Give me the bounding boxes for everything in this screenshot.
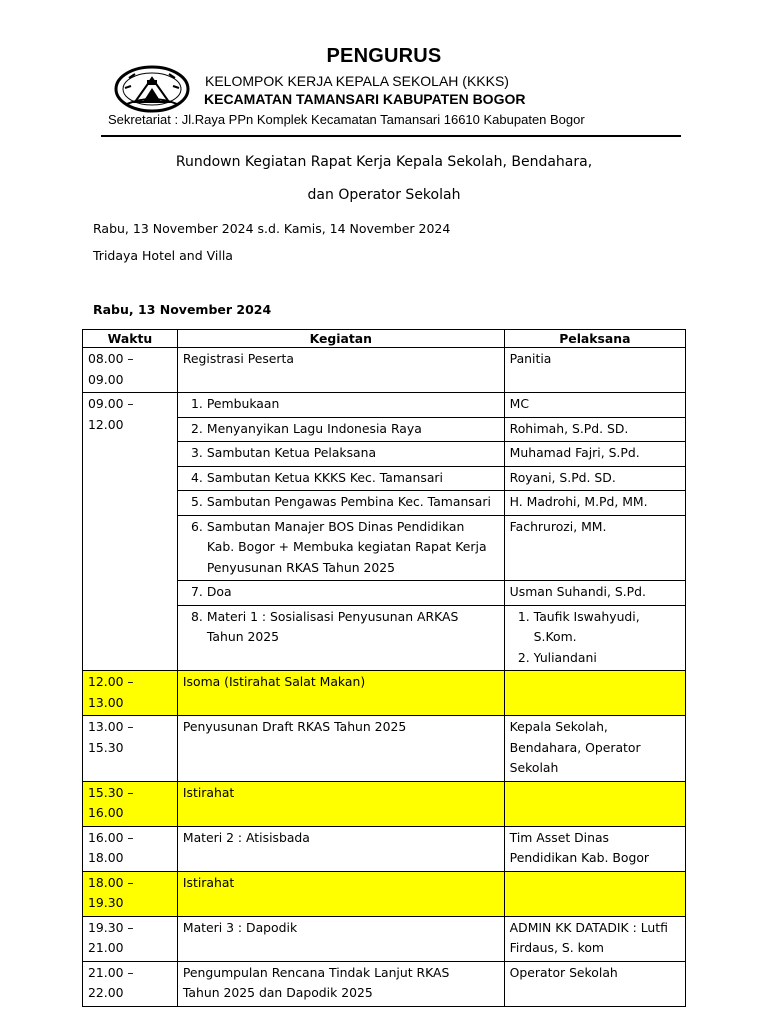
executor-cell: Muhamad Fajri, S.Pd. <box>504 442 685 467</box>
executor-cell: Panitia <box>504 348 685 393</box>
letterhead-title: PENGURUS <box>326 45 442 67</box>
executor-text: Taufik Iswahyudi, <box>533 608 640 624</box>
activity-cell <box>177 605 504 671</box>
executor-cell: H. Madrohi, M.Pd, MM. <box>504 491 685 516</box>
activity-text: Sambutan Ketua KKKS Kec. Tamansari <box>206 469 443 485</box>
table-row-highlighted <box>83 671 686 716</box>
region-name: KECAMATAN TAMANSARI KABUPATEN BOGOR <box>204 91 526 107</box>
executor-cell <box>504 716 685 782</box>
document-title-line2: dan Operator Sekolah <box>307 187 461 203</box>
executor-text: Kepala Sekolah, <box>509 719 608 734</box>
executor-cell: Usman Suhandi, S.Pd. <box>504 581 685 606</box>
time-cell: 18.00 – 19.30 <box>83 871 178 916</box>
executor-text-continued: Sekolah <box>509 760 559 775</box>
activity-cell <box>177 581 504 606</box>
header-pelaksana: Pelaksana <box>504 330 685 348</box>
item-number: 1. <box>517 608 530 624</box>
activity-cell <box>177 442 504 467</box>
table-row <box>83 916 686 961</box>
activity-cell: Materi 2 : Atisisbada <box>177 826 504 871</box>
executor-cell <box>504 671 685 716</box>
header-waktu: Waktu <box>83 330 178 348</box>
activity-text: Pengumpulan Rencana Tindak Lanjut RKAS <box>182 964 450 980</box>
executor-text-continued: Bendahara, Operator <box>509 739 641 755</box>
activity-text-continued: Tahun 2025 dan Dapodik 2025 <box>182 985 373 1000</box>
activity-text: Doa <box>206 584 232 599</box>
time-cell: 08.00 – 09.00 <box>83 348 178 393</box>
item-number: 3. <box>191 445 203 460</box>
activity-text-continued: Kab. Bogor + Membuka kegiatan Rapat Kerja <box>206 539 487 554</box>
table-row-highlighted <box>83 781 686 826</box>
table-row <box>83 961 686 1006</box>
item-number: 5. <box>191 494 203 509</box>
executor-cell <box>504 781 685 826</box>
table-row <box>83 393 686 418</box>
executor-text: ADMIN KK DATADIK : Lutfi <box>509 919 668 935</box>
event-venue: Tridaya Hotel and Villa <box>93 248 233 263</box>
time-cell: 21.00 – 22.00 <box>83 961 178 1006</box>
activity-cell <box>177 491 504 516</box>
executor-cell <box>504 605 685 671</box>
letterhead <box>0 0 768 140</box>
activity-cell: Istirahat <box>177 871 504 916</box>
time-cell: 19.30 – 21.00 <box>83 916 178 961</box>
table-row <box>83 716 686 782</box>
executor-text-continued: Pendidikan Kab. Bogor <box>509 850 649 865</box>
activity-text: Materi 1 : Sosialisasi Penyusunan ARKAS <box>206 608 459 624</box>
item-number: 7. <box>191 584 203 599</box>
table-row <box>83 348 686 393</box>
executor-cell: Royani, S.Pd. SD. <box>504 466 685 491</box>
activity-cell <box>177 393 504 418</box>
activity-text-continued: Tahun 2025 <box>206 629 280 644</box>
header-kegiatan: Kegiatan <box>177 330 504 348</box>
activity-cell <box>177 417 504 442</box>
organization-name: KELOMPOK KERJA KEPALA SEKOLAH (KKKS) <box>205 73 509 89</box>
executor-cell <box>504 916 685 961</box>
executor-cell: Operator Sekolah <box>504 961 685 1006</box>
activity-cell: Materi 3 : Dapodik <box>177 916 504 961</box>
executor-text: Tim Asset Dinas <box>509 829 610 845</box>
activity-text-continued: Penyusunan RKAS Tahun 2025 <box>206 559 396 575</box>
executor-cell <box>504 871 685 916</box>
time-cell: 12.00 – 13.00 <box>83 671 178 716</box>
item-number: 6. <box>191 518 203 534</box>
executor-cell: Fachrurozi, MM. <box>504 515 685 581</box>
activity-cell: Istirahat <box>177 781 504 826</box>
activity-cell <box>177 515 504 581</box>
letterhead-divider <box>101 135 681 137</box>
time-cell: 15.30 – 16.00 <box>83 781 178 826</box>
secretariat-address: Sekretariat : Jl.Raya PPn Komplek Kecamatan Tamansari 16610 Kabupaten Bogor <box>108 112 585 127</box>
activity-text: Menyanyikan Lagu Indonesia Raya <box>206 420 422 436</box>
time-cell: 13.00 – 15.30 <box>83 716 178 782</box>
activity-text: Pembukaan <box>206 396 280 411</box>
executor-text: Yuliandani <box>533 649 597 665</box>
executor-text-continued: Firdaus, S. kom <box>509 940 604 955</box>
item-number: 1. <box>191 396 203 411</box>
executor-cell: Rohimah, S.Pd. SD. <box>504 417 685 442</box>
activity-cell <box>177 466 504 491</box>
executor-text-continued: S.Kom. <box>533 629 577 644</box>
executor-cell: MC <box>504 393 685 418</box>
table-row <box>83 826 686 871</box>
executor-cell <box>504 826 685 871</box>
time-cell: 09.00 – 12.00 <box>83 393 178 671</box>
activity-text: Sambutan Manajer BOS Dinas Pendidikan <box>206 518 465 534</box>
activity-cell: Registrasi Peserta <box>177 348 504 393</box>
activity-cell <box>177 961 504 1006</box>
event-date-range: Rabu, 13 November 2024 s.d. Kamis, 14 November 2024 <box>93 221 451 236</box>
day-heading: Rabu, 13 November 2024 <box>93 302 272 317</box>
item-number: 2. <box>191 420 203 436</box>
table-row-highlighted <box>83 871 686 916</box>
schedule-table <box>82 329 686 1007</box>
document-title-line1: Rundown Kegiatan Rapat Kerja Kepala Sekolah, Bendahara, <box>175 154 593 170</box>
activity-text: Sambutan Ketua Pelaksana <box>206 445 377 460</box>
item-number: 8. <box>191 608 203 624</box>
activity-cell: Isoma (Istirahat Salat Makan) <box>177 671 504 716</box>
item-number: 2. <box>517 649 530 665</box>
table-header-row <box>83 330 686 348</box>
kkks-emblem-icon <box>113 64 191 114</box>
activity-cell: Penyusunan Draft RKAS Tahun 2025 <box>177 716 504 782</box>
activity-text: Sambutan Pengawas Pembina Kec. Tamansari <box>206 494 491 509</box>
item-number: 4. <box>191 469 203 485</box>
time-cell: 16.00 – 18.00 <box>83 826 178 871</box>
